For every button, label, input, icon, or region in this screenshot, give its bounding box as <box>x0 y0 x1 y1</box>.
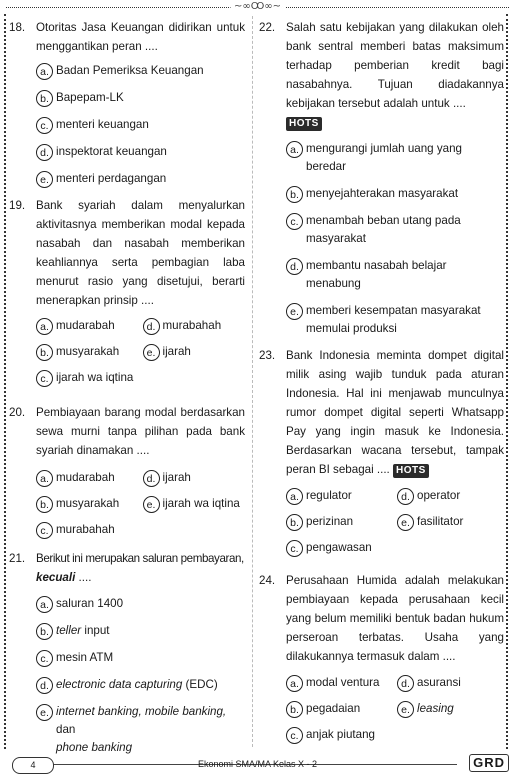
option-text: menteri keuangan <box>56 118 149 131</box>
option-rest: (EDC) <box>182 678 218 691</box>
option-a[interactable] <box>36 595 245 613</box>
option-d[interactable] <box>397 487 504 505</box>
option-text: mesin ATM <box>56 651 114 664</box>
right-column <box>259 14 504 752</box>
option-a[interactable] <box>36 317 139 335</box>
option-letter: c. <box>36 117 53 134</box>
option-letter: e. <box>286 303 303 320</box>
options <box>36 595 245 757</box>
question-text: Otoritas Jasa Keuangan didirikan untuk menggantikan peran .... <box>36 21 245 53</box>
option-rest: input <box>81 624 110 637</box>
option-italic: electronic data capturing <box>56 678 183 691</box>
question-body: Bank Indonesia meminta dompet digital milik asing wajib tunduk pada aturan Indonesia. Hal ini menjawab munculnya rumor dompet digital seperti Whatsapp Pay yang ingin masuk ke Indonesia. Berdasarkan wacana tersebut, tampak peran BI sebagai .... <box>286 349 504 476</box>
option-text: musyarakah <box>56 345 120 358</box>
question-lead: Berikut ini merupakan saluran pembayaran, <box>36 552 244 565</box>
option-d[interactable] <box>397 674 504 692</box>
option-letter: c. <box>286 540 303 557</box>
question-text: Perusahaan Humida adalah melakukan pembiayaan kepada perusahaan kecil yang belum memiliki bentuk badan hukum perseroan terbatas. Usaha yang dilakukannya termasuk dalam .... <box>286 574 504 663</box>
emphasis: kecuali <box>36 571 76 584</box>
option-text: pegadaian <box>306 702 361 715</box>
option-c[interactable] <box>36 116 245 134</box>
option-letter: c. <box>36 650 53 667</box>
left-column <box>9 14 245 765</box>
page-footer <box>0 751 515 779</box>
option-letter: c. <box>36 522 53 539</box>
option-text: inspektorat keuangan <box>56 145 167 158</box>
option-d[interactable] <box>286 257 504 293</box>
publisher-logo: GRD <box>469 754 509 772</box>
option-a[interactable] <box>286 140 504 176</box>
option-text: saluran 1400 <box>56 597 124 610</box>
option-letter: b. <box>286 186 303 203</box>
option-text: menyejahterakan masyarakat <box>306 187 459 200</box>
option-b[interactable] <box>286 513 393 531</box>
option-letter: b. <box>286 514 303 531</box>
option-text: Badan Pemeriksa Keuangan <box>56 64 204 77</box>
option-b[interactable] <box>36 343 139 361</box>
option-c[interactable] <box>286 539 504 557</box>
question-text: Bank syariah dalam menyalurkan aktivitasnya memberikan modal kepada nasabah dan nasabah memberikan keahliannya serta pembagian laba menurut rasio yang disetujui, berarti menerapkan prinsip .... <box>36 199 245 307</box>
option-letter: d. <box>143 470 160 487</box>
option-letter: d. <box>143 318 160 335</box>
option-letter: a. <box>36 596 53 613</box>
option-d[interactable] <box>36 143 245 161</box>
option-text: ijarah <box>162 345 191 358</box>
options <box>286 674 504 752</box>
option-d[interactable] <box>36 676 245 694</box>
option-text: Bapepam-LK <box>56 91 124 104</box>
question-text: Pembiayaan barang modal berdasarkan sewa murni tanpa pilihan pada bank syariah dinamakan .... <box>36 406 245 457</box>
option-letter: d. <box>286 258 303 275</box>
option-letter: a. <box>286 675 303 692</box>
question-number: 24. <box>259 574 276 587</box>
option-letter: e. <box>143 344 160 361</box>
option-letter: e. <box>36 704 53 721</box>
option-d[interactable] <box>143 469 246 487</box>
option-e[interactable] <box>36 703 245 757</box>
right-border <box>506 14 511 749</box>
question-23 <box>259 346 504 565</box>
option-letter: a. <box>36 63 53 80</box>
options <box>36 469 245 547</box>
option-b[interactable] <box>36 89 245 107</box>
option-letter: a. <box>36 318 53 335</box>
hots-badge: HOTS <box>286 117 322 131</box>
option-e[interactable] <box>143 343 246 361</box>
question-24 <box>259 571 504 752</box>
option-letter: b. <box>286 701 303 718</box>
option-text: mudarabah <box>56 471 115 484</box>
options <box>286 487 504 565</box>
option-e[interactable] <box>397 513 504 531</box>
option-letter: b. <box>36 344 53 361</box>
option-text: perizinan <box>306 515 354 528</box>
options <box>286 140 504 338</box>
option-text <box>56 676 218 694</box>
top-border <box>6 3 509 11</box>
option-letter: b. <box>36 623 53 640</box>
hots-badge: HOTS <box>393 464 429 478</box>
option-rest: dan <box>56 723 76 736</box>
option-text: fasilitator <box>417 515 464 528</box>
option-italic: teller <box>56 624 82 637</box>
options <box>36 62 245 188</box>
option-letter: b. <box>36 90 53 107</box>
option-letter: e. <box>143 496 160 513</box>
option-text: menteri perdagangan <box>56 172 167 185</box>
footer-title: Ekonomi SMA/MA Kelas X - 2 <box>197 759 318 769</box>
option-letter: e. <box>397 701 414 718</box>
option-a[interactable] <box>36 469 139 487</box>
option-letter: c. <box>286 213 303 230</box>
option-letter: d. <box>36 144 53 161</box>
option-text: mudarabah <box>56 319 115 332</box>
option-c[interactable] <box>286 212 504 248</box>
option-e[interactable] <box>143 495 246 513</box>
question-text <box>286 346 504 479</box>
question-20 <box>9 403 245 547</box>
option-c[interactable] <box>286 726 504 744</box>
option-a[interactable] <box>286 487 393 505</box>
option-c[interactable] <box>36 649 245 667</box>
option-italic: phone banking <box>56 741 133 754</box>
option-letter: e. <box>397 514 414 531</box>
question-number: 19. <box>9 199 26 212</box>
question-number: 18. <box>9 21 26 34</box>
option-text: anjak piutang <box>306 728 375 741</box>
option-text: ijarah wa iqtina <box>56 371 134 384</box>
option-c[interactable] <box>36 521 245 539</box>
option-letter: c. <box>36 370 53 387</box>
options <box>36 317 245 395</box>
option-d[interactable] <box>143 317 246 335</box>
option-text: membantu nasabah belajar menabung <box>306 259 447 290</box>
option-text: menambah beban utang pada masyarakat <box>306 214 461 245</box>
option-text <box>417 700 454 718</box>
option-text: asuransi <box>417 676 461 689</box>
ornament-icon: ~∞Ꝏ∞~ <box>230 1 285 12</box>
question-21 <box>9 549 245 757</box>
option-text: musyarakah <box>56 497 120 510</box>
option-letter: a. <box>286 488 303 505</box>
option-text: murabahah <box>56 523 115 536</box>
option-b[interactable] <box>286 185 504 203</box>
option-b[interactable] <box>36 622 245 640</box>
question-number: 21. <box>9 552 26 565</box>
option-text: ijarah <box>162 471 191 484</box>
column-divider <box>252 16 253 747</box>
option-text: modal ventura <box>306 676 380 689</box>
option-letter: b. <box>36 496 53 513</box>
question-tail: .... <box>75 571 92 584</box>
option-text <box>56 703 245 757</box>
option-a[interactable] <box>286 674 393 692</box>
question-number: 20. <box>9 406 26 419</box>
option-text: operator <box>417 489 461 502</box>
question-18 <box>9 18 245 188</box>
option-letter: d. <box>397 675 414 692</box>
option-text: ijarah wa iqtina <box>162 497 240 510</box>
option-c[interactable] <box>36 369 245 387</box>
option-letter: e. <box>36 171 53 188</box>
option-e[interactable] <box>286 302 504 338</box>
option-e[interactable] <box>36 170 245 188</box>
question-19 <box>9 196 245 395</box>
option-letter: d. <box>397 488 414 505</box>
option-a[interactable] <box>36 62 245 80</box>
option-text: murabahah <box>162 319 222 332</box>
question-number: 22. <box>259 21 276 34</box>
question-text <box>36 549 245 587</box>
option-text: pengawasan <box>306 541 372 554</box>
option-text <box>56 622 110 640</box>
option-b[interactable] <box>36 495 139 513</box>
option-b[interactable] <box>286 700 393 718</box>
option-letter: c. <box>286 727 303 744</box>
question-number: 23. <box>259 349 276 362</box>
option-text: memberi kesempatan masyarakat memulai produksi <box>306 304 481 335</box>
question-22 <box>259 18 504 338</box>
option-italic: internet banking, mobile banking, <box>56 705 227 718</box>
option-text: regulator <box>306 489 352 502</box>
page-number: 4 <box>12 757 54 774</box>
option-italic: leasing <box>417 702 454 715</box>
option-letter: a. <box>286 141 303 158</box>
option-letter: a. <box>36 470 53 487</box>
option-e[interactable] <box>397 700 504 718</box>
option-letter: d. <box>36 677 53 694</box>
question-text: Salah satu kebijakan yang dilakukan oleh bank sentral memberi batas maksimum terhadap pemberian kredit bagi nasabahnya. Tujuan diadakannya kebijakan tersebut adalah untuk .... <box>286 21 504 110</box>
option-text: mengurangi jumlah uang yang beredar <box>306 142 462 173</box>
